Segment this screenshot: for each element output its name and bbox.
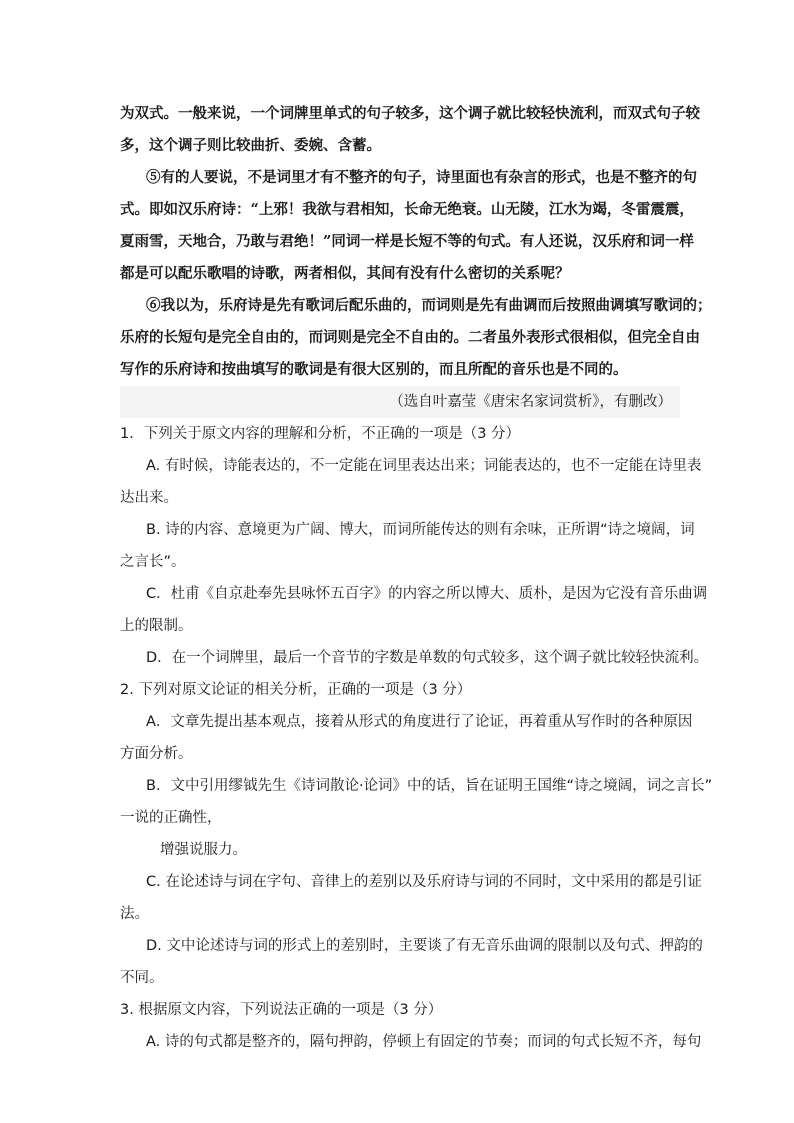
question-1-option-c-cont: 上的限制。	[120, 618, 193, 634]
question-2-option-d-cont: 不同。	[120, 970, 164, 986]
question-1-option-d: D．在一个词牌里，最后一个音节的字数是单数的句式较多，这个调子就比较轻快流利。	[146, 650, 709, 666]
passage-line: 写作的乐府诗和按曲填写的歌词是有很大区别的，而且所配的音乐也是不同的。	[120, 361, 628, 378]
passage-line: 都是可以配乐歌唱的诗歌，两者相似，其间有没有什么密切的关系呢？	[120, 265, 570, 282]
passage-line: 为双式。一般来说，一个词牌里单式的句子较多，这个调子就比较轻快流利，而双式句子较	[120, 105, 700, 122]
question-1-option-b-cont: 之言长”。	[120, 554, 186, 570]
passage-line: 夏雨雪，天地合，乃敢与君绝！”同词一样是长短不等的句式。有人还说，汉乐府和词一样	[120, 233, 694, 250]
question-2-stem: 2. 下列对原文论证的相关分析，正确的一项是（3 分）	[120, 682, 472, 698]
passage-source: （选自叶嘉莹《唐宋名家词赏析》，有删改）	[120, 386, 680, 418]
question-1-option-a: A. 有时候，诗能表达的，不一定能在词里表达出来；词能表达的，也不一定能在诗里表	[146, 458, 702, 474]
question-2-option-c: C. 在论述诗与词在字句、音律上的差别以及乐府诗与词的不同时，文中采用的都是引证	[146, 874, 702, 890]
question-1-stem: 1．下列关于原文内容的理解和分析，不正确的一项是（3 分）	[120, 426, 521, 442]
passage-line: 式。即如汉乐府诗：“上邪！我欲与君相知，长命无绝衰。山无陵，江水为竭，冬雷震震，	[120, 201, 694, 218]
question-2-option-b-cont: 一说的正确性，	[120, 810, 222, 826]
question-2-option-d: D. 文中论述诗与词的形式上的差别时，主要谈了有无音乐曲调的限制以及句式、押韵的	[146, 938, 703, 954]
passage-line: 乐府的长短句是完全自由的，而词则是完全不自由的。二者虽外表形式很相似，但完全自由	[120, 329, 700, 346]
question-1-option-c: C．杜甫《自京赴奉先县咏怀五百字》的内容之所以博大、质朴，是因为它没有音乐曲调	[146, 586, 708, 602]
passage-line: ⑥我以为，乐府诗是先有歌词后配乐曲的，而词则是先有曲调而后按照曲调填写歌词的；	[146, 297, 712, 314]
question-3-option-a: A. 诗的句式都是整齐的，隔句押韵，停顿上有固定的节奏；而词的句式长短不齐，每句	[146, 1034, 702, 1050]
question-2-option-c-cont: 法。	[120, 906, 149, 922]
question-2-option-b-cont2: 增强说服力。	[160, 842, 247, 858]
passage-line: 多，这个调子则比较曲折、委婉、含蓄。	[120, 137, 381, 154]
document-page	[120, 98, 713, 1058]
question-3-stem: 3. 根据原文内容，下列说法正确的一项是（3 分）	[120, 1002, 443, 1018]
question-2-option-a: A．文章先提出基本观点，接着从形式的角度进行了论证，再着重从写作时的各种原因	[146, 714, 693, 730]
question-1-option-b: B. 诗的内容、意境更为广阔、博大，而词所能传达的则有余味，正所谓“诗之境阔，词	[146, 522, 695, 538]
question-1-option-a-cont: 达出来。	[120, 490, 178, 506]
question-2-option-a-cont: 方面分析。	[120, 746, 193, 762]
question-2-option-b: B．文中引用缪钺先生《诗词散论·论词》中的话，旨在证明王国维“诗之境阔，词之言长”	[146, 778, 713, 794]
passage-line: ⑤有的人要说，不是词里才有不整齐的句子，诗里面也有杂言的形式，也是不整齐的句	[146, 169, 697, 186]
